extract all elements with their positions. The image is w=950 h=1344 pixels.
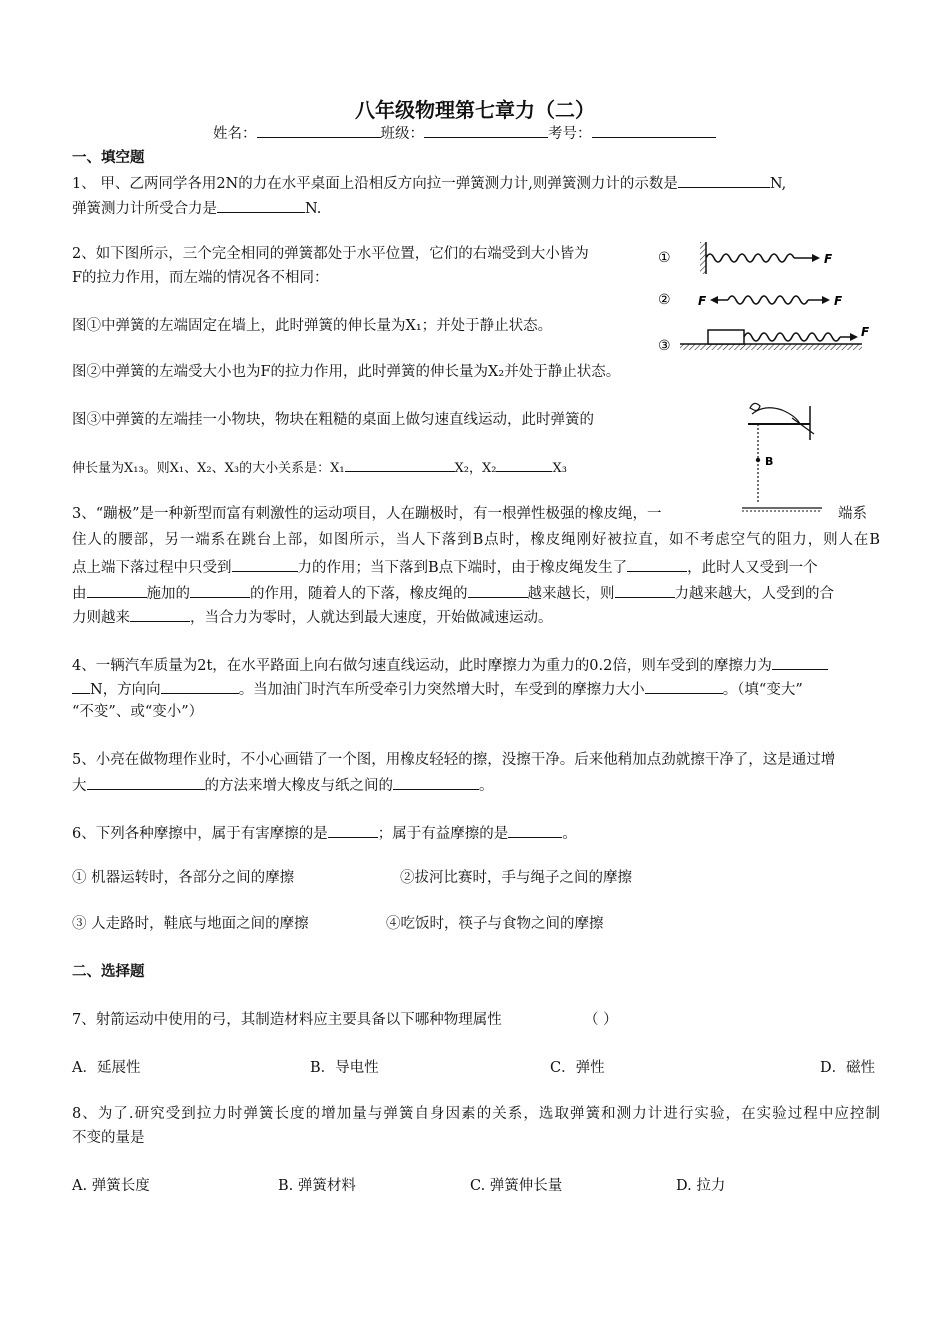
force-label-2b: F [834,294,843,308]
q3-blank-3[interactable] [87,582,147,598]
section-fill-blank-heading: 一、填空题 [72,150,145,166]
q8-option-d[interactable]: D. 拉力 [676,1178,726,1194]
question-5-line-1: 5、小亮在做物理作业时，不小心画错了一个图，用橡皮轻轻的擦，没擦干净。后来他稍加点劲就擦干净了，这是通过增 [72,752,836,768]
question-2-line-2: F的拉力作用，而左端的情况各不相同： [72,270,329,286]
question-2-line-1: 2、如下图所示，三个完全相同的弹簧都处于水平位置，它们的右端受到大小皆为 [72,246,589,262]
q2-relation-text: 伸长量为X₁₃。则X₁、X₂、X₃的大小关系是：X₁ [72,461,345,476]
q3-blank-6[interactable] [615,582,675,598]
question-4-line-1 [72,654,828,676]
q4-text-c: 。当加油门时汽车所受牵引力突然增大时，车受到的摩擦力大小 [238,682,645,698]
question-7-stem: 7、射箭运动中使用的弓，其制造材料应主要具备以下哪种物理属性 [72,1012,502,1028]
question-2-line-6 [72,456,567,479]
q8-option-a[interactable]: A. 弹簧长度 [72,1178,150,1194]
q3-blank-1[interactable] [232,556,298,572]
q3-text-h: 力越来越大，人受到的合 [674,586,834,602]
q1-blank-net-force[interactable] [217,197,305,213]
q1-text: 1、 甲、乙两同学各用2N的力在水平桌面上沿相反方向拉一弹簧测力计,则弹簧测力计的示数是 [72,176,678,192]
q7-option-b[interactable]: B．导电性 [310,1060,379,1076]
q4-blank-2[interactable] [161,678,239,694]
spring-diagram [650,236,875,360]
q5-blank-1[interactable] [87,774,205,790]
question-1-line-2 [72,197,321,219]
exam-number-field[interactable] [592,122,716,138]
q8-option-c[interactable]: C. 弹簧伸长量 [470,1178,563,1194]
q3-text-e: 施加的 [146,586,190,602]
question-8-line-2: 不变的量是 [72,1130,145,1146]
q4-text-b: N，方向向 [90,682,161,698]
q2-blank-2[interactable] [496,456,552,472]
question-1-line-1 [72,172,786,194]
q7-option-d[interactable]: D．磁性 [820,1060,876,1076]
name-field[interactable] [257,122,381,138]
q3-blank-5[interactable] [468,582,528,598]
q1-unit: N, [769,176,787,192]
force-label-3: F [861,325,870,339]
question-3-line-1-end: 端系 [838,506,867,522]
question-2-line-3: 图①中弹簧的左端固定在墙上，此时弹簧的伸长量为X₁；并处于静止状态。 [72,318,553,334]
spring-figure-1 [658,242,833,274]
q4-text-d: 。（填“变大” [722,682,803,698]
q6-blank-1[interactable] [328,822,378,838]
q7-option-c[interactable]: C．弹性 [550,1060,605,1076]
q2-relation-text-2: X₂，X₂ [454,461,497,476]
q2-blank-1[interactable] [345,456,455,472]
question-3-line-5 [72,606,553,628]
q3-text-b: 力的作用；当下落到B点下端时，由于橡皮绳发生了 [297,560,628,576]
q6-text-b: ；属于有益摩擦的是 [377,826,509,842]
section-choice-heading: 二、选择题 [72,964,145,980]
exam-number-label: 考号： [548,126,592,142]
question-4-line-2 [72,678,803,700]
q2-relation-text-3: X₃ [552,461,567,476]
q6-option-3: ③ 人走路时，鞋底与地面之间的摩擦 [72,916,309,932]
q6-blank-2[interactable] [508,822,562,838]
point-b-label: B [765,455,774,468]
student-info-row [213,122,716,144]
question-6-line-1 [72,822,577,844]
class-label: 班级： [380,126,424,142]
question-8-line-1: 8、为了.研究受到拉力时弹簧长度的增加量与弹簧自身因素的关系，选取弹簧和测力计进行实验，在实验过程中应控制 [72,1106,880,1122]
force-label-1: F [824,252,833,266]
question-7-answer-paren[interactable]: （ ） [584,1012,618,1028]
q5-blank-2[interactable] [393,774,479,790]
force-label-2a: F [698,294,707,308]
q6-option-1: ① 机器运转时，各部分之间的摩擦 [72,870,295,886]
q4-text-a: 4、一辆汽车质量为2t，在水平路面上向右做匀速直线运动，此时摩擦力为重力的0.2倍，则车受到的摩擦力为 [72,658,772,674]
question-3-line-3 [72,556,818,578]
q4-blank-1-cont[interactable] [72,678,90,694]
q6-option-2: ②拔河比赛时，手与绳子之间的摩擦 [400,870,632,886]
class-field[interactable] [424,122,548,138]
q3-blank-4[interactable] [190,582,250,598]
q3-text-c: ，此时人又受到一个 [687,560,818,576]
q5-text-c: 。 [479,778,494,794]
q6-option-4: ④吃饭时，筷子与食物之间的摩擦 [386,916,604,932]
q3-text-a: 点上端下落过程中只受到 [72,560,232,576]
q6-text-c: 。 [562,826,577,842]
question-2-line-5: 图③中弹簧的左端挂一小物块，物块在粗糙的桌面上做匀速直线运动，此时弹簧的 [72,412,594,428]
q3-text-d: 由 [72,586,87,602]
spring-figure-3 [658,325,870,354]
page-title: 八年级物理第七章力（二） [355,98,595,122]
q1-blank-reading[interactable] [678,172,770,188]
question-3-line-1: 3、“蹦极”是一种新型而富有刺激性的运动项目，人在蹦极时，有一根弹性极强的橡皮绳，一 [72,506,662,522]
fig-label-3: ③ [658,338,671,354]
question-3-line-2: 住人的腰部，另一端系在跳台上部，如图所示，当人下落到B点时，橡皮绳刚好被拉直，如不考虑空气的阻力，则人在B [72,532,880,548]
q4-blank-1[interactable] [772,654,828,670]
bungee-diagram [738,398,834,516]
q3-blank-7[interactable] [130,606,190,622]
q3-text-i: 力则越来 [72,610,130,626]
q1-unit-2: N. [305,201,322,217]
question-5-line-2 [72,774,494,796]
question-3-line-4 [72,582,834,604]
q6-text-a: 6、下列各种摩擦中，属于有害摩擦的是 [72,826,328,842]
question-4-line-3: “不变”、或“变小”） [72,704,204,720]
name-label: 姓名： [213,126,257,142]
q4-blank-3[interactable] [645,678,723,694]
q8-option-b[interactable]: B. 弹簧材料 [278,1178,356,1194]
q5-text-b: 的方法来增大橡皮与纸之间的 [204,778,393,794]
q5-text-a: 大 [72,778,87,794]
spring-figure-2 [658,292,843,308]
q3-text-f: 的作用，随着人的下落，橡皮绳的 [250,586,468,602]
fig-label-2: ② [658,292,671,308]
q3-text-g: 越来越长，则 [527,586,615,602]
question-2-line-4: 图②中弹簧的左端受大小也为F的拉力作用，此时弹簧的伸长量为X₂并处于静止状态。 [72,364,621,380]
fig-label-1: ① [658,250,671,266]
q3-text-j: ，当合力为零时，人就达到最大速度，开始做减速运动。 [190,610,553,626]
q3-blank-2[interactable] [627,556,687,572]
q7-option-a[interactable]: A．延展性 [72,1060,141,1076]
q1-text-2: 弹簧测力计所受合力是 [72,201,217,217]
